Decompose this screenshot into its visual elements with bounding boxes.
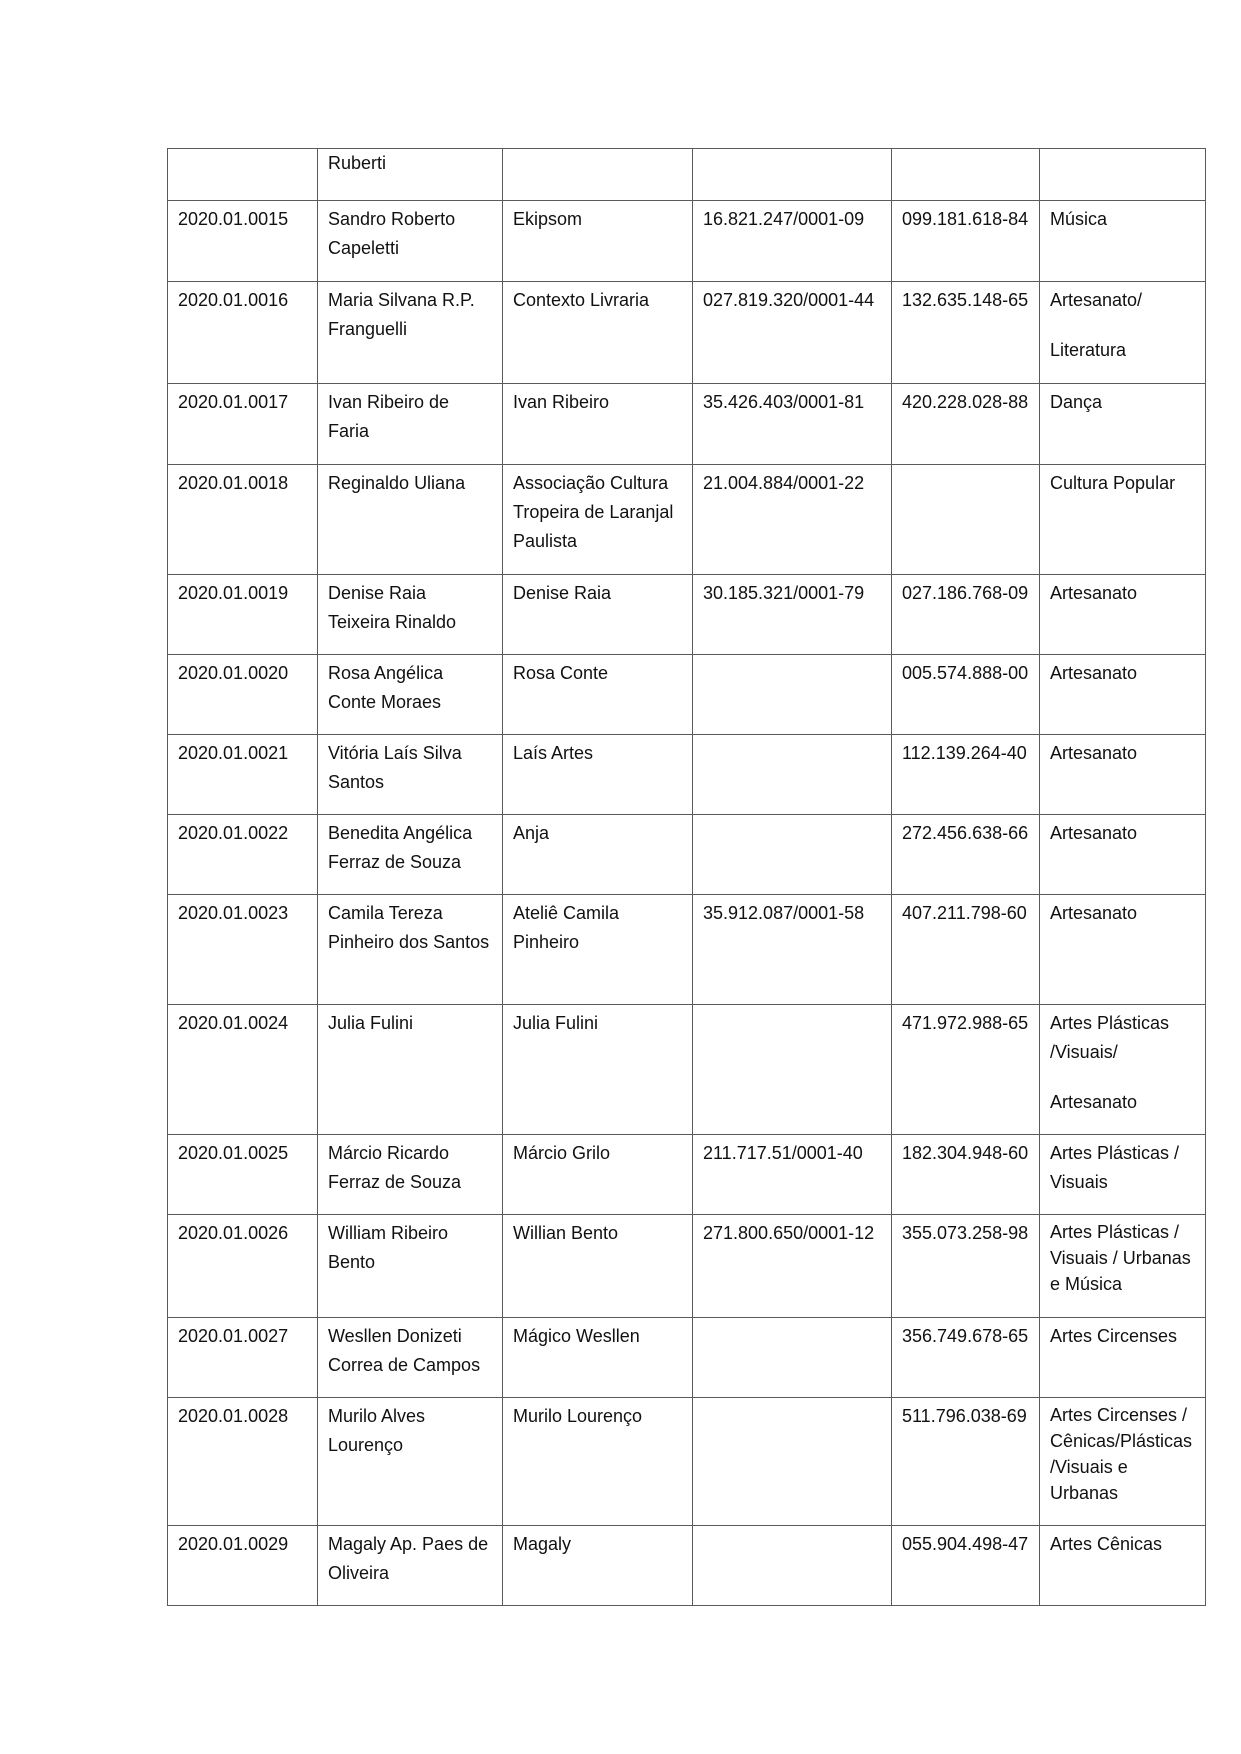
table-row — [168, 1215, 1206, 1318]
company-cell: Mágico Wesllen — [503, 1318, 693, 1398]
table-row — [168, 1318, 1206, 1398]
area-cell: Artes Circenses — [1040, 1318, 1206, 1398]
table-row — [168, 201, 1206, 282]
name-cell: Benedita Angélica Ferraz de Souza — [318, 815, 503, 895]
cpf-cell: 355.073.258-98 — [892, 1215, 1040, 1318]
area-cell: Artes Plásticas / Visuais — [1040, 1135, 1206, 1215]
cnpj-cell: 35.426.403/0001-81 — [693, 384, 892, 465]
cpf-cell: 055.904.498-47 — [892, 1526, 1040, 1606]
company-cell: Denise Raia — [503, 575, 693, 655]
company-cell: Contexto Livraria — [503, 282, 693, 384]
table-row — [168, 655, 1206, 735]
cpf-cell — [892, 149, 1040, 201]
registration-id-cell: 2020.01.0029 — [168, 1526, 318, 1606]
area-line: Artes Plásticas /Visuais/ — [1050, 1013, 1170, 1062]
company-cell: Márcio Grilo — [503, 1135, 693, 1215]
cnpj-cell: 211.717.51/0001-40 — [693, 1135, 892, 1215]
name-cell: Sandro Roberto Capeletti — [318, 201, 503, 282]
area-cell: Artesanato — [1040, 735, 1206, 815]
company-cell: Rosa Conte — [503, 655, 693, 735]
table-row — [168, 1526, 1206, 1606]
cnpj-cell: 271.800.650/0001-12 — [693, 1215, 892, 1318]
cnpj-cell — [693, 735, 892, 815]
cnpj-cell — [693, 1526, 892, 1606]
registration-id-cell: 2020.01.0028 — [168, 1398, 318, 1526]
registration-id-cell: 2020.01.0020 — [168, 655, 318, 735]
area-cell: Artes Plásticas / Visuais / Urbanas e Música — [1040, 1215, 1206, 1318]
registration-id-cell: 2020.01.0016 — [168, 282, 318, 384]
registration-id-cell: 2020.01.0018 — [168, 465, 318, 575]
cpf-cell: 407.211.798-60 — [892, 895, 1040, 1005]
registration-id-cell: 2020.01.0017 — [168, 384, 318, 465]
cpf-cell: 420.228.028-88 — [892, 384, 1040, 465]
company-cell: Ivan Ribeiro — [503, 384, 693, 465]
cpf-cell: 272.456.638-66 — [892, 815, 1040, 895]
registration-id-cell: 2020.01.0026 — [168, 1215, 318, 1318]
table-row — [168, 149, 1206, 201]
cpf-cell: 112.139.264-40 — [892, 735, 1040, 815]
company-cell: Willian Bento — [503, 1215, 693, 1318]
name-cell: Ivan Ribeiro de Faria — [318, 384, 503, 465]
cpf-cell: 511.796.038-69 — [892, 1398, 1040, 1526]
name-cell: Denise Raia Teixeira Rinaldo — [318, 575, 503, 655]
table-row — [168, 735, 1206, 815]
registration-id-cell: 2020.01.0023 — [168, 895, 318, 1005]
name-cell: Reginaldo Uliana — [318, 465, 503, 575]
registry-table — [167, 148, 1206, 1606]
table-row — [168, 815, 1206, 895]
name-cell: Ruberti — [318, 149, 503, 201]
company-cell: Ateliê Camila Pinheiro — [503, 895, 693, 1005]
area-line: Artesanato/ — [1050, 290, 1143, 310]
company-cell: Julia Fulini — [503, 1005, 693, 1135]
table-row — [168, 282, 1206, 384]
registration-id-cell: 2020.01.0019 — [168, 575, 318, 655]
table-row — [168, 1398, 1206, 1526]
company-cell: Anja — [503, 815, 693, 895]
registration-id-cell: 2020.01.0027 — [168, 1318, 318, 1398]
registration-id-cell: 2020.01.0021 — [168, 735, 318, 815]
registration-id-cell: 2020.01.0022 — [168, 815, 318, 895]
name-cell: Márcio Ricardo Ferraz de Souza — [318, 1135, 503, 1215]
name-cell: Maria Silvana R.P. Franguelli — [318, 282, 503, 384]
cpf-cell: 099.181.618-84 — [892, 201, 1040, 282]
area-cell — [1040, 282, 1206, 384]
area-line: Literatura — [1050, 340, 1127, 360]
area-cell — [1040, 1005, 1206, 1135]
company-cell: Laís Artes — [503, 735, 693, 815]
cnpj-cell: 16.821.247/0001-09 — [693, 201, 892, 282]
area-cell: Artesanato — [1040, 895, 1206, 1005]
area-line: Artesanato — [1050, 1092, 1138, 1112]
cpf-cell — [892, 465, 1040, 575]
cpf-cell: 182.304.948-60 — [892, 1135, 1040, 1215]
company-cell: Associação Cultura Tropeira de Laranjal Paulista — [503, 465, 693, 575]
area-cell: Dança — [1040, 384, 1206, 465]
table-row — [168, 1135, 1206, 1215]
cpf-cell: 005.574.888-00 — [892, 655, 1040, 735]
area-cell: Cultura Popular — [1040, 465, 1206, 575]
cpf-cell: 471.972.988-65 — [892, 1005, 1040, 1135]
cnpj-cell — [693, 1398, 892, 1526]
cnpj-cell: 027.819.320/0001-44 — [693, 282, 892, 384]
name-cell: William Ribeiro Bento — [318, 1215, 503, 1318]
table-row — [168, 465, 1206, 575]
cnpj-cell: 35.912.087/0001-58 — [693, 895, 892, 1005]
table-row — [168, 895, 1206, 1005]
cpf-cell: 027.186.768-09 — [892, 575, 1040, 655]
area-cell: Artesanato — [1040, 655, 1206, 735]
registration-id-cell: 2020.01.0025 — [168, 1135, 318, 1215]
cnpj-cell — [693, 149, 892, 201]
area-cell: Artesanato — [1040, 575, 1206, 655]
name-cell: Julia Fulini — [318, 1005, 503, 1135]
name-cell: Magaly Ap. Paes de Oliveira — [318, 1526, 503, 1606]
name-cell: Wesllen Donizeti Correa de Campos — [318, 1318, 503, 1398]
name-cell: Vitória Laís Silva Santos — [318, 735, 503, 815]
table-row — [168, 575, 1206, 655]
cnpj-cell: 30.185.321/0001-79 — [693, 575, 892, 655]
table-row — [168, 1005, 1206, 1135]
cpf-cell: 356.749.678-65 — [892, 1318, 1040, 1398]
area-cell: Música — [1040, 201, 1206, 282]
table-row — [168, 384, 1206, 465]
cnpj-cell — [693, 655, 892, 735]
area-cell: Artesanato — [1040, 815, 1206, 895]
name-cell: Murilo Alves Lourenço — [318, 1398, 503, 1526]
registration-id-cell — [168, 149, 318, 201]
name-cell: Camila Tereza Pinheiro dos Santos — [318, 895, 503, 1005]
area-cell: Artes Cênicas — [1040, 1526, 1206, 1606]
area-cell — [1040, 149, 1206, 201]
cpf-cell: 132.635.148-65 — [892, 282, 1040, 384]
name-cell: Rosa Angélica Conte Moraes — [318, 655, 503, 735]
company-cell: Murilo Lourenço — [503, 1398, 693, 1526]
company-cell: Magaly — [503, 1526, 693, 1606]
cnpj-cell — [693, 1005, 892, 1135]
registration-id-cell: 2020.01.0015 — [168, 201, 318, 282]
company-cell: Ekipsom — [503, 201, 693, 282]
registration-id-cell: 2020.01.0024 — [168, 1005, 318, 1135]
cnpj-cell — [693, 815, 892, 895]
company-cell — [503, 149, 693, 201]
cnpj-cell: 21.004.884/0001-22 — [693, 465, 892, 575]
cnpj-cell — [693, 1318, 892, 1398]
area-cell: Artes Circenses / Cênicas/Plásticas/Visuais e Urbanas — [1040, 1398, 1206, 1526]
